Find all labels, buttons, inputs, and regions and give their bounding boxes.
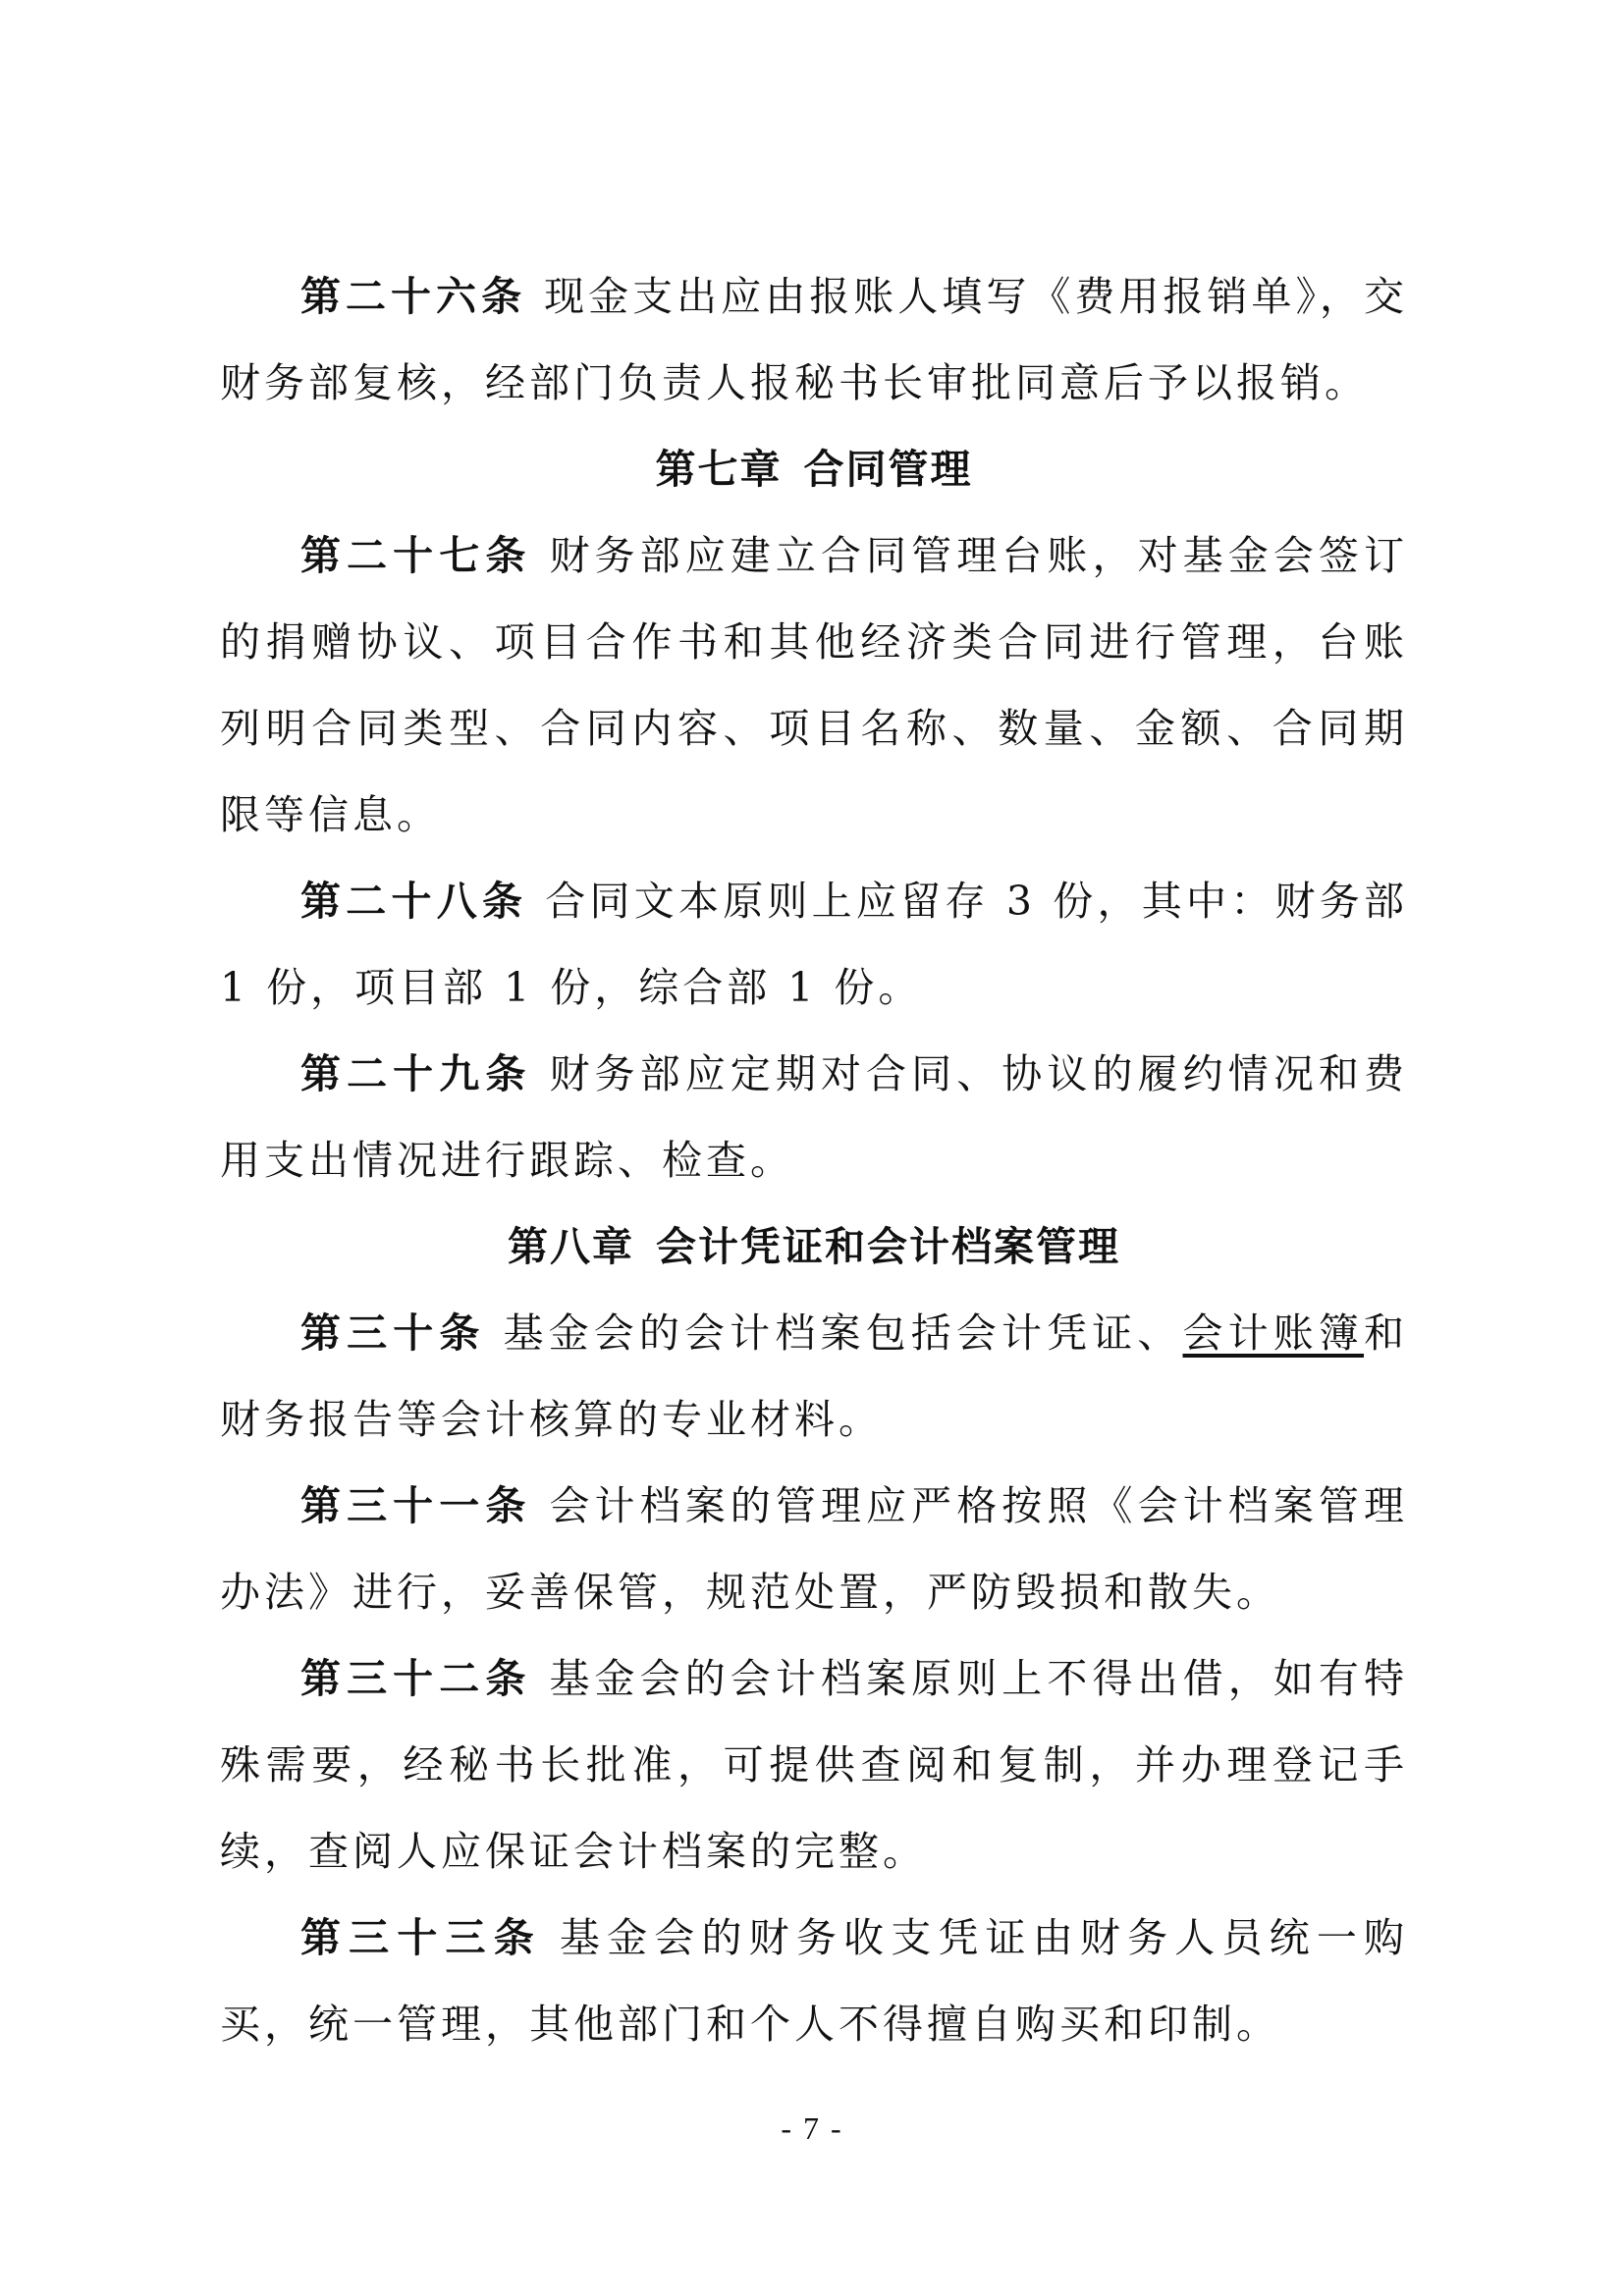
document-body [220,253,1408,2067]
article-27 [220,512,1408,858]
article-text: 财务部应建立合同管理台账，对基金会签订的捐赠协议、项目合作书和其他经济类合同进行管理，台账列明合同类型、合同内容、项目名称、数量、金额、合同期限等信息。 [220,532,1409,838]
article-label: 第三十一条 [300,1482,532,1529]
article-29 [220,1031,1408,1203]
underlined-term: 会计账簿 [1182,1309,1365,1357]
article-26 [220,253,1408,426]
article-28 [220,858,1408,1031]
article-label: 第三十二条 [300,1655,532,1702]
page-number: - 7 - [781,2110,843,2146]
article-label: 第三十三条 [300,1914,542,1961]
article-31 [220,1463,1408,1635]
chapter-title: 会计凭证和会计档案管理 [656,1223,1120,1270]
article-label: 第二十七条 [300,532,532,579]
article-label: 第二十六条 [300,273,527,320]
article-text: 现金支出应由报账人填写《费用报销单》，交财务部复核，经部门负责人报秘书长审批同意后予以报销。 [220,273,1409,406]
article-label: 第二十八条 [300,878,528,925]
article-text-before: 基金会的会计档案包括会计凭证、 [503,1309,1183,1357]
article-32 [220,1635,1408,1895]
chapter-number: 第八章 [508,1223,634,1270]
chapter-7-heading [220,426,1408,512]
article-text: 基金会的会计档案原则上不得出借，如有特殊需要，经秘书长批准，可提供查阅和复制，并办理登记手续，查阅人应保证会计档案的完整。 [220,1655,1409,1875]
article-text: 合同文本原则上应留存 3 份，其中：财务部 1 份，项目部 1 份，综合部 1 份。 [220,878,1408,1011]
chapter-8-heading [220,1203,1408,1290]
article-33 [220,1895,1408,2067]
chapter-number: 第七章 [655,446,783,493]
article-30 [220,1290,1408,1463]
chapter-title: 合同管理 [803,446,973,493]
article-text: 会计档案的管理应严格按照《会计档案管理办法》进行，妥善保管，规范处置，严防毁损和散失。 [220,1482,1409,1616]
article-text-after: 和财务报告等会计核算的专业材料。 [220,1309,1409,1443]
article-text: 基金会的财务收支凭证由财务人员统一购买，统一管理，其他部门和个人不得擅自购买和印制。 [220,1914,1409,2048]
article-label: 第二十九条 [300,1050,532,1097]
article-label: 第三十条 [300,1309,486,1357]
article-text: 财务部应定期对合同、协议的履约情况和费用支出情况进行跟踪、检查。 [220,1050,1409,1184]
